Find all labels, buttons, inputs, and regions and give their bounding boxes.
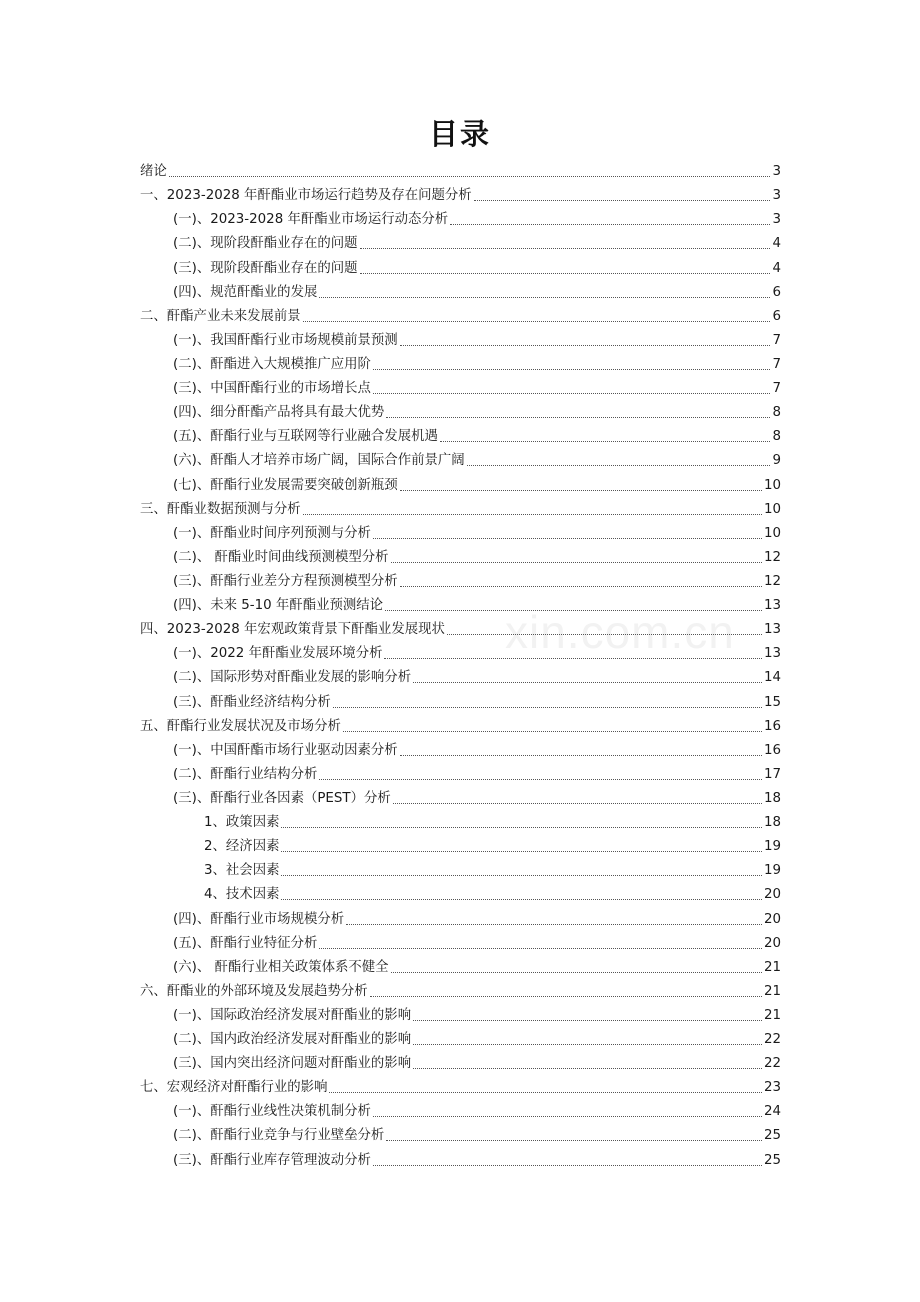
toc-entry-page-number[interactable]: 17 [763, 766, 781, 782]
toc-entry[interactable] [140, 422, 781, 446]
toc-entry-page-number[interactable]: 18 [763, 815, 781, 831]
toc-entry[interactable] [140, 808, 781, 832]
toc-entry-label[interactable]: (一)、我国酐酯行业市场规模前景预测 [173, 332, 398, 348]
toc-entry[interactable] [140, 205, 781, 229]
toc-leader-dots [373, 369, 771, 370]
toc-entry[interactable] [140, 495, 781, 519]
toc-entry-page-number[interactable]: 7 [772, 381, 781, 397]
toc-entry-page-number[interactable]: 9 [772, 453, 781, 469]
toc-leader-dots [467, 465, 771, 466]
toc-entry[interactable] [140, 615, 781, 639]
toc-entry-page-number[interactable]: 22 [763, 1032, 781, 1048]
toc-entry-label[interactable]: 2、经济因素 [204, 839, 280, 855]
toc-entry-page-number[interactable]: 13 [763, 622, 781, 638]
toc-entry-page-number[interactable]: 16 [763, 718, 781, 734]
toc-entry-page-number[interactable]: 24 [763, 1104, 781, 1120]
toc-entry-page-number[interactable]: 12 [763, 573, 781, 589]
toc-leader-dots [329, 1092, 761, 1093]
toc-leader-dots [319, 297, 770, 298]
toc-entry[interactable] [140, 591, 781, 615]
toc-entry[interactable] [140, 784, 781, 808]
toc-entry-label[interactable]: (二)、酐酯行业竞争与行业壁垒分析 [173, 1128, 385, 1144]
toc-entry-label[interactable]: (一)、酐酯行业线性决策机制分析 [173, 1104, 371, 1120]
toc-leader-dots [413, 1068, 762, 1069]
toc-entry[interactable] [140, 302, 781, 326]
toc-leader-dots [393, 803, 762, 804]
toc-entry-label[interactable]: (一)、中国酐酯市场行业驱动因素分析 [173, 742, 398, 758]
toc-entry-page-number[interactable]: 6 [772, 308, 781, 324]
toc-leader-dots [400, 755, 762, 756]
toc-leader-dots [360, 248, 771, 249]
toc-entry-label[interactable]: (四)、酐酯行业市场规模分析 [173, 911, 345, 927]
toc-entry[interactable] [140, 639, 781, 663]
toc-leader-dots [373, 538, 762, 539]
toc-entry-label[interactable]: (六)、酐酯人才培养市场广阔，国际合作前景广阔 [173, 453, 465, 469]
toc-entry[interactable] [140, 253, 781, 277]
toc-entry-label[interactable]: (二)、现阶段酐酯业存在的问题 [173, 236, 358, 252]
toc-entry-page-number[interactable]: 4 [772, 236, 781, 252]
toc-leader-dots [413, 1020, 762, 1021]
toc-entry[interactable] [140, 760, 781, 784]
toc-entry-page-number[interactable]: 3 [772, 164, 781, 180]
toc-entry-label[interactable]: (二)、国内政治经济发展对酐酯业的影响 [173, 1032, 412, 1048]
toc-leader-dots [474, 200, 771, 201]
toc-entry-page-number[interactable]: 21 [763, 1007, 781, 1023]
toc-entry-page-number[interactable]: 8 [772, 405, 781, 421]
toc-leader-dots [333, 707, 762, 708]
toc-entry-page-number[interactable]: 3 [772, 188, 781, 204]
toc-entry-page-number[interactable]: 13 [763, 598, 781, 614]
toc-entry-page-number[interactable]: 7 [772, 356, 781, 372]
toc-entry[interactable] [140, 350, 781, 374]
toc-entry-page-number[interactable]: 14 [763, 670, 781, 686]
toc-entry-label[interactable]: (一)、2022 年酐酯业发展环境分析 [173, 646, 383, 662]
toc-entry[interactable] [140, 1073, 781, 1097]
toc-entry-page-number[interactable]: 4 [772, 260, 781, 276]
toc-entry-label[interactable]: (三)、酐酯业经济结构分析 [173, 694, 331, 710]
toc-entry-page-number[interactable]: 25 [763, 1128, 781, 1144]
toc-leader-dots [343, 731, 762, 732]
toc-entry-label[interactable]: 二、酐酯产业未来发展前景 [140, 308, 301, 324]
toc-leader-dots [413, 682, 762, 683]
toc-entry[interactable] [140, 953, 781, 977]
toc-leader-dots [373, 1165, 762, 1166]
toc-leader-dots [391, 972, 762, 973]
toc-entry-page-number[interactable]: 15 [763, 694, 781, 710]
toc-entry-label[interactable]: 六、酐酯业的外部环境及发展趋势分析 [140, 983, 368, 999]
toc-entry-label[interactable]: (三)、酐酯行业各因素（PEST）分析 [173, 790, 391, 806]
toc-entry-label[interactable]: 一、2023-2028 年酐酯业市场运行趋势及存在问题分析 [140, 188, 472, 204]
toc-entry-label[interactable]: (七)、酐酯行业发展需要突破创新瓶颈 [173, 477, 398, 493]
toc-entry[interactable] [140, 374, 781, 398]
toc-entry[interactable] [140, 278, 781, 302]
toc-entry[interactable] [140, 929, 781, 953]
toc-entry[interactable] [140, 543, 781, 567]
toc-leader-dots [346, 924, 762, 925]
toc-entry[interactable] [140, 1145, 781, 1169]
toc-entry[interactable] [140, 398, 781, 422]
toc-leader-dots [384, 658, 761, 659]
watermark: xin.com.cn [505, 606, 735, 658]
toc-entry-label[interactable]: (一)、国际政治经济发展对酐酯业的影响 [173, 1007, 412, 1023]
toc-leader-dots [281, 851, 761, 852]
toc-entry[interactable] [140, 1097, 781, 1121]
toc-leader-dots [400, 345, 771, 346]
toc-entry[interactable] [140, 712, 781, 736]
toc-entry-page-number[interactable]: 22 [763, 1056, 781, 1072]
toc-leader-dots [169, 176, 771, 177]
toc-leader-dots [373, 1116, 762, 1117]
toc-entry[interactable] [140, 229, 781, 253]
toc-entry-page-number[interactable]: 3 [772, 212, 781, 228]
toc-entry-page-number[interactable]: 20 [763, 887, 781, 903]
toc-entry[interactable] [140, 832, 781, 856]
toc-entry[interactable] [140, 1001, 781, 1025]
page-title: 目录 [428, 117, 491, 151]
toc-entry-label[interactable]: 四、2023-2028 年宏观政策背景下酐酯业发展现状 [140, 622, 445, 638]
toc-entry-label[interactable]: 4、技术因素 [204, 887, 280, 903]
toc-entry-page-number[interactable]: 8 [772, 429, 781, 445]
toc-leader-dots [303, 514, 762, 515]
toc-entry-page-number[interactable]: 18 [763, 790, 781, 806]
toc-leader-dots [281, 875, 761, 876]
toc-entry-label[interactable]: (三)、中国酐酯行业的市场增长点 [173, 381, 371, 397]
toc-entry-label[interactable]: (三)、酐酯行业差分方程预测模型分析 [173, 573, 398, 589]
toc-leader-dots [400, 586, 762, 587]
toc-entry-label[interactable]: (一)、2023-2028 年酐酯业市场运行动态分析 [173, 212, 449, 228]
toc-entry-label[interactable]: (三)、国内突出经济问题对酐酯业的影响 [173, 1056, 412, 1072]
toc-entry-page-number[interactable]: 21 [763, 983, 781, 999]
toc-entry-page-number[interactable]: 21 [763, 959, 781, 975]
toc-entry-label[interactable]: (五)、酐酯行业与互联网等行业融合发展机遇 [173, 429, 438, 445]
toc-entry-label[interactable]: (二)、国际形势对酐酯业发展的影响分析 [173, 670, 412, 686]
toc-leader-dots [385, 610, 762, 611]
toc-leader-dots [450, 224, 770, 225]
toc-entry-label[interactable]: (五)、酐酯行业特征分析 [173, 935, 318, 951]
toc-entry[interactable] [140, 856, 781, 880]
toc-entry-label[interactable]: 3、社会因素 [204, 863, 280, 879]
toc-entry[interactable] [140, 567, 781, 591]
toc-entry[interactable] [140, 446, 781, 470]
toc-entry[interactable] [140, 326, 781, 350]
toc-entry[interactable] [140, 157, 781, 181]
toc-entry[interactable] [140, 880, 781, 904]
toc-entry[interactable] [140, 736, 781, 760]
toc-entry-label[interactable]: (四)、细分酐酯产品将具有最大优势 [173, 405, 385, 421]
toc-leader-dots [413, 1044, 762, 1045]
toc-entry-label[interactable]: (四)、未来 5-10 年酐酯业预测结论 [173, 598, 384, 614]
toc-leader-dots [319, 948, 762, 949]
toc-leader-dots [447, 634, 762, 635]
toc-entry-label[interactable]: 1、政策因素 [204, 815, 280, 831]
toc-entry-page-number[interactable]: 19 [763, 839, 781, 855]
toc-leader-dots [373, 393, 771, 394]
toc-entry-label[interactable]: (四)、规范酐酯业的发展 [173, 284, 318, 300]
toc-entry-page-number[interactable]: 13 [763, 646, 781, 662]
toc-leader-dots [391, 562, 762, 563]
toc-entry-label[interactable]: 绪论 [140, 164, 167, 180]
toc-entry-label[interactable]: (三)、酐酯行业库存管理波动分析 [173, 1152, 371, 1168]
toc-entry[interactable] [140, 1121, 781, 1145]
toc-entry[interactable] [140, 663, 781, 687]
toc-entry-page-number[interactable]: 19 [763, 863, 781, 879]
toc-leader-dots [360, 273, 771, 274]
toc-entry-label[interactable]: (二)、 酐酯业时间曲线预测模型分析 [173, 549, 389, 565]
toc-entry-page-number[interactable]: 10 [763, 501, 781, 517]
toc-entry-label[interactable]: (六)、 酐酯行业相关政策体系不健全 [173, 959, 389, 975]
toc-entry-label[interactable]: 三、酐酯业数据预测与分析 [140, 501, 301, 517]
toc-leader-dots [281, 827, 761, 828]
toc-entry-page-number[interactable]: 12 [763, 549, 781, 565]
toc-entry-label[interactable]: (二)、酐酯行业结构分析 [173, 766, 318, 782]
toc-entry[interactable] [140, 1049, 781, 1073]
toc-leader-dots [281, 899, 761, 900]
toc-entry-page-number[interactable]: 6 [772, 284, 781, 300]
toc-entry[interactable] [140, 470, 781, 494]
toc-leader-dots [303, 321, 771, 322]
toc-entry-page-number[interactable]: 16 [763, 742, 781, 758]
toc-leader-dots [386, 417, 770, 418]
toc-leader-dots [319, 779, 762, 780]
table-of-contents [140, 157, 781, 1170]
toc-entry-page-number[interactable]: 25 [763, 1152, 781, 1168]
toc-entry[interactable] [140, 687, 781, 711]
toc-entry-page-number[interactable]: 10 [763, 525, 781, 541]
toc-entry-label[interactable]: (二)、酐酯进入大规模推广应用阶 [173, 356, 371, 372]
toc-entry[interactable] [140, 977, 781, 1001]
toc-entry-page-number[interactable]: 20 [763, 911, 781, 927]
toc-entry[interactable] [140, 904, 781, 928]
toc-leader-dots [400, 490, 762, 491]
toc-entry-label[interactable]: 七、宏观经济对酐酯行业的影响 [140, 1080, 328, 1096]
toc-entry-page-number[interactable]: 23 [763, 1080, 781, 1096]
toc-entry[interactable] [140, 1025, 781, 1049]
toc-leader-dots [370, 996, 762, 997]
toc-entry-page-number[interactable]: 20 [763, 935, 781, 951]
toc-leader-dots [386, 1140, 762, 1141]
toc-entry-label[interactable]: (一)、酐酯业时间序列预测与分析 [173, 525, 371, 541]
toc-entry[interactable] [140, 519, 781, 543]
toc-entry-page-number[interactable]: 7 [772, 332, 781, 348]
toc-entry-label[interactable]: (三)、现阶段酐酯业存在的问题 [173, 260, 358, 276]
toc-entry[interactable] [140, 181, 781, 205]
toc-entry-page-number[interactable]: 10 [763, 477, 781, 493]
toc-leader-dots [440, 441, 771, 442]
toc-entry-label[interactable]: 五、酐酯行业发展状况及市场分析 [140, 718, 341, 734]
